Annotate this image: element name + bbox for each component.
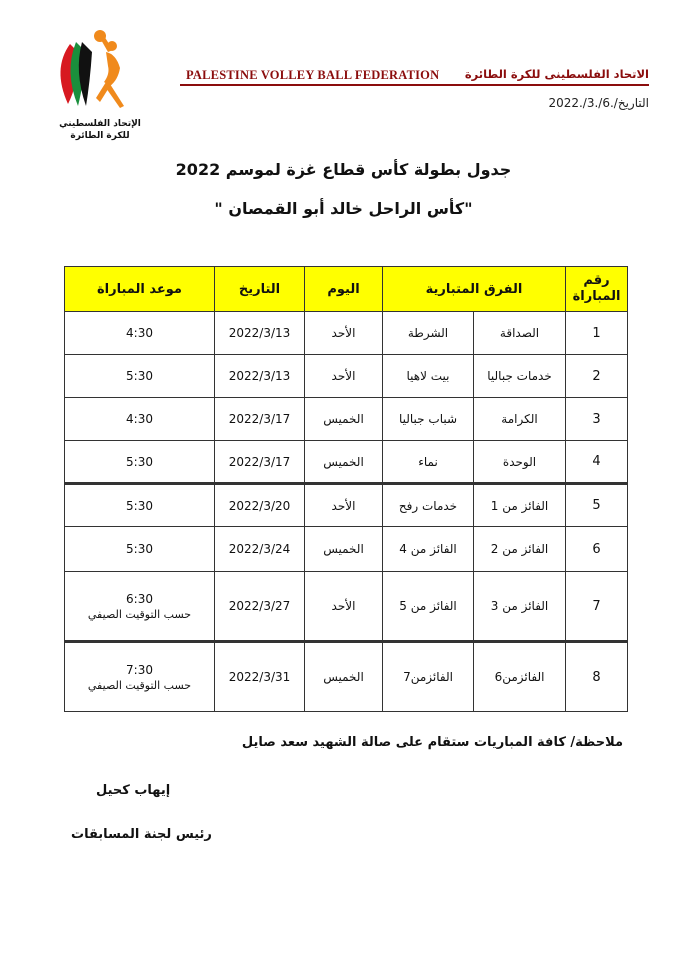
table-row [65,398,628,441]
match-day: الأحد [305,484,383,527]
header-day: اليوم [305,267,383,312]
match-time [65,355,215,398]
match-number: 2 [566,355,628,398]
header-teams: الفرق المتبارية [383,267,566,312]
match-date: 2022/3/24 [215,527,305,572]
table-row [65,527,628,572]
match-date: 2022/3/20 [215,484,305,527]
match-time-note: حسب التوقيت الصيفي [87,607,192,621]
table-row [65,484,628,527]
org-name-arabic: الاتحاد الفلسطينى للكرة الطائرة [464,67,649,81]
match-time [65,572,215,642]
table-row [65,572,628,642]
match-time [65,398,215,441]
signatory-name: إيهاب كحيل [96,783,171,798]
table-row [65,642,628,712]
match-time-value: 6:30 [126,591,153,606]
match-time [65,527,215,572]
match-day: الخميس [305,642,383,712]
match-date: 2022/3/27 [215,572,305,642]
match-time-value: 4:30 [126,412,153,426]
logo-caption-line1: الإتحاد الفلسطيني [59,119,141,129]
venue-note: ملاحظة/ كافة المباريات ستقام على صالة الشهيد سعد صايل [241,735,623,750]
table-row [65,312,628,355]
team-home: الفائزمن6 [474,642,566,712]
match-day: الخميس [305,527,383,572]
match-number: 8 [566,642,628,712]
match-day: الخميس [305,441,383,484]
table-row [65,355,628,398]
match-date: 2022/3/31 [215,642,305,712]
match-time-value: 5:30 [126,498,153,513]
team-home: الفائز من 1 [474,484,566,527]
match-time-value: 4:30 [126,326,153,340]
logo-caption-line2: للكرة الطائرة [70,131,130,141]
match-time-value: 5:30 [126,542,153,556]
match-date: 2022/3/13 [215,355,305,398]
header-time: موعد المباراة [65,267,215,312]
team-home: الكرامة [474,398,566,441]
table-row [65,441,628,484]
match-time [65,484,215,527]
signatory-title: رئيس لجنة المسابقات [71,827,212,842]
team-away: نماء [383,441,474,484]
team-home: الوحدة [474,441,566,484]
match-number: 3 [566,398,628,441]
match-day: الخميس [305,398,383,441]
team-home: خدمات جباليا [474,355,566,398]
team-home: الفائز من 2 [474,527,566,572]
cup-title: "كأس الراحل خالد أبو القمصان " [214,199,473,218]
team-home: الصداقة [474,312,566,355]
federation-logo [50,24,150,144]
match-day: الأحد [305,312,383,355]
document-date: التاريخ/.6/.3/.2022 [548,96,649,110]
logo-caption [50,118,150,142]
match-day: الأحد [305,355,383,398]
header-date: التاريخ [215,267,305,312]
schedule-title: جدول بطولة كأس قطاع غزة لموسم 2022 [175,160,512,179]
org-name-english: PALESTINE VOLLEY BALL FEDERATION [186,68,440,82]
match-day: الأحد [305,572,383,642]
match-schedule-table [64,266,628,712]
team-away: الشرطة [383,312,474,355]
team-away: الفائز من 5 [383,572,474,642]
match-number: 7 [566,572,628,642]
match-time [65,441,215,484]
match-time-value: 5:30 [126,369,153,383]
team-away: الفائزمن7 [383,642,474,712]
match-time-note: حسب التوقيت الصيفي [87,678,192,692]
match-date: 2022/3/17 [215,441,305,484]
match-time [65,312,215,355]
match-time [65,642,215,712]
team-away: شباب جباليا [383,398,474,441]
team-home: الفائز من 3 [474,572,566,642]
match-time-value: 5:30 [126,454,153,469]
header-divider [180,84,649,86]
volleyball-player-icon [50,24,150,119]
match-number: 4 [566,441,628,484]
match-number: 6 [566,527,628,572]
match-number: 5 [566,484,628,527]
team-away: الفائز من 4 [383,527,474,572]
match-number: 1 [566,312,628,355]
team-away: بيت لاهيا [383,355,474,398]
match-date: 2022/3/17 [215,398,305,441]
team-away: خدمات رفح [383,484,474,527]
match-time-value: 7:30 [126,662,153,677]
table-header-row [65,267,628,312]
header-match-no: رقم المباراة [566,267,628,312]
match-date: 2022/3/13 [215,312,305,355]
